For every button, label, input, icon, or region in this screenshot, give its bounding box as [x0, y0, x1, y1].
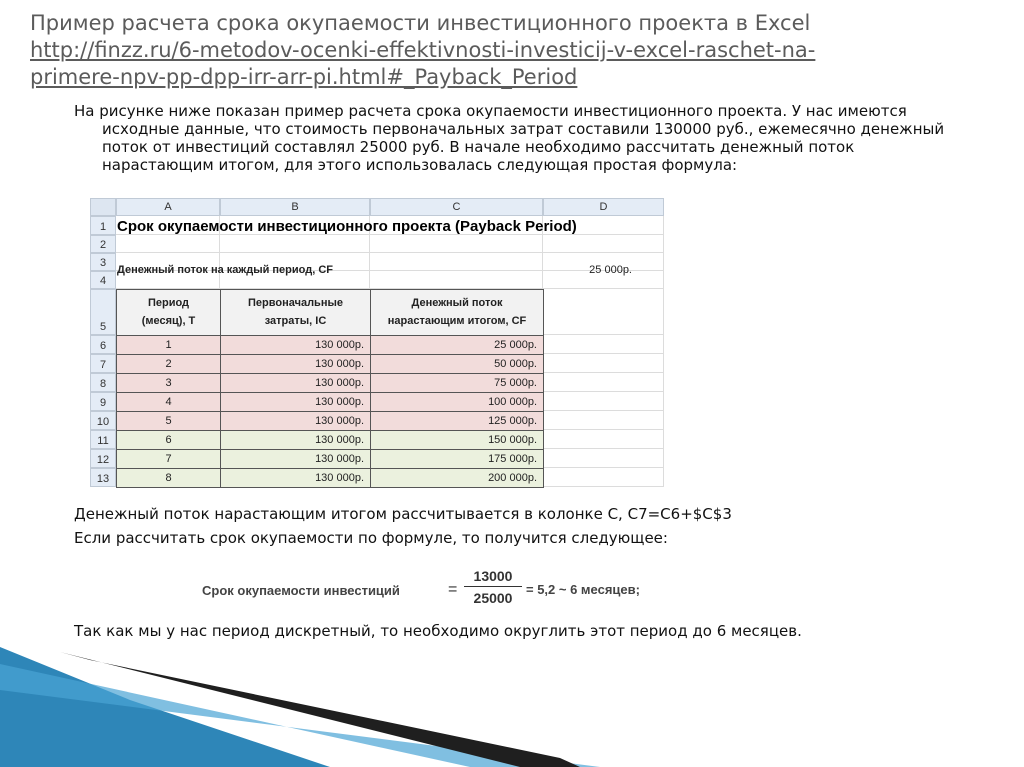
column-header-c[interactable]: C: [370, 198, 543, 216]
cell-initial-costs[interactable]: 130 000р.: [220, 373, 371, 393]
cf-label: Денежный поток на каждый период, CF: [117, 264, 333, 276]
header-period: [116, 289, 221, 336]
grid-cell[interactable]: [543, 235, 664, 253]
header-initial-costs-line-1: Первоначальные: [248, 297, 343, 309]
grid-cell[interactable]: [543, 430, 664, 449]
cell-cumulative-cf[interactable]: 200 000р.: [370, 468, 544, 488]
intro-text: На рисунке ниже показан пример расчета срока окупаемости инвестиционного проекта. У нас имеются исходные данные, что стоимость первоначальных затрат составили 130000 руб., ежемесячно денежный поток от инвестиций составлял 25000 руб. В начале необходимо рассчитать денежный поток нарастающим итогом, для этого использовалась следующая простая формула:: [74, 102, 945, 174]
cell-initial-costs[interactable]: 130 000р.: [220, 468, 371, 488]
column-header-d[interactable]: D: [543, 198, 664, 216]
header-cumulative-cf: [370, 289, 544, 336]
swoosh-dark-band: [60, 652, 580, 767]
formula-fraction: [464, 566, 522, 609]
row-header-4[interactable]: 4: [90, 271, 116, 289]
cumulative-formula-text: Денежный поток нарастающим итогом рассчитывается в колонке С, С7=С6+$C$3: [74, 505, 732, 523]
cell-cumulative-cf[interactable]: 50 000р.: [370, 354, 544, 374]
column-header-a[interactable]: A: [116, 198, 220, 216]
grid-cell[interactable]: [543, 392, 664, 411]
header-cumulative-cf-line-1: Денежный поток: [411, 297, 503, 309]
title-text: Пример расчета срока окупаемости инвестиционного проекта в Excel: [30, 11, 811, 35]
formula-denominator: 25000: [473, 590, 513, 606]
formula-label: Срок окупаемости инвестиций: [202, 583, 400, 598]
cell-period[interactable]: 6: [116, 430, 221, 450]
sheet-corner: [90, 198, 116, 216]
row-header-6[interactable]: 6: [90, 335, 116, 354]
row-header-11[interactable]: 11: [90, 430, 116, 449]
cell-period[interactable]: 1: [116, 335, 221, 355]
cell-period[interactable]: 5: [116, 411, 221, 431]
calculation-intro-text: Если рассчитать срок окупаемости по формуле, то получится следующее:: [74, 529, 668, 547]
row-header-1[interactable]: 1: [90, 216, 116, 235]
row-header-12[interactable]: 12: [90, 449, 116, 468]
source-link-line-2[interactable]: primere-npv-pp-dpp-irr-arr-pi.html#_Payback_Period: [30, 65, 578, 89]
formula-equals: =: [448, 581, 458, 598]
header-cumulative-cf-line-2: нарастающим итогом, CF: [387, 315, 527, 327]
sheet-title: Срок окупаемости инвестиционного проекта (Payback Period): [117, 218, 577, 235]
header-period-line-2: (месяц), T: [141, 315, 196, 327]
cell-initial-costs[interactable]: 130 000р.: [220, 392, 371, 412]
grid-cell[interactable]: [370, 235, 543, 253]
row-header-10[interactable]: 10: [90, 411, 116, 430]
row-header-13[interactable]: 13: [90, 468, 116, 487]
grid-cell[interactable]: [543, 449, 664, 468]
row-header-2[interactable]: 2: [90, 235, 116, 253]
swoosh-light-band: [0, 664, 600, 767]
grid-cell[interactable]: [543, 289, 664, 335]
cell-period[interactable]: 7: [116, 449, 221, 469]
cell-cumulative-cf[interactable]: 75 000р.: [370, 373, 544, 393]
cell-cumulative-cf[interactable]: 25 000р.: [370, 335, 544, 355]
grid-cell[interactable]: [543, 335, 664, 354]
header-initial-costs: [220, 289, 371, 336]
grid-cell[interactable]: [543, 468, 664, 487]
formula-result: = 5,2 ~ 6 месяцев;: [526, 582, 640, 597]
intro-paragraph: [74, 102, 964, 174]
cell-period[interactable]: 4: [116, 392, 221, 412]
grid-cell[interactable]: [543, 411, 664, 430]
cell-period[interactable]: 8: [116, 468, 221, 488]
row-header-7[interactable]: 7: [90, 354, 116, 373]
cell-cumulative-cf[interactable]: 175 000р.: [370, 449, 544, 469]
row-header-3[interactable]: 3: [90, 253, 116, 271]
conclusion-text: Так как мы у нас период дискретный, то необходимо округлить этот период до 6 месяцев.: [74, 622, 802, 640]
grid-cell[interactable]: [543, 373, 664, 392]
grid-cell[interactable]: [543, 354, 664, 373]
cell-initial-costs[interactable]: 130 000р.: [220, 354, 371, 374]
row-header-8[interactable]: 8: [90, 373, 116, 392]
cell-cumulative-cf[interactable]: 100 000р.: [370, 392, 544, 412]
slide-title: [30, 10, 1010, 91]
grid-cell[interactable]: [220, 235, 370, 253]
source-link-line-1[interactable]: http://finzz.ru/6-metodov-ocenki-effektivnosti-investicij-v-excel-raschet-na-: [30, 38, 816, 62]
header-initial-costs-line-2: затраты, IC: [264, 315, 327, 327]
cell-period[interactable]: 3: [116, 373, 221, 393]
cell-initial-costs[interactable]: 130 000р.: [220, 335, 371, 355]
grid-cell[interactable]: [116, 235, 220, 253]
swoosh-blue-band: [0, 647, 330, 767]
row-header-9[interactable]: 9: [90, 392, 116, 411]
spreadsheet-screenshot: [90, 198, 664, 494]
column-header-b[interactable]: B: [220, 198, 370, 216]
cell-initial-costs[interactable]: 130 000р.: [220, 411, 371, 431]
header-period-line-1: Период: [147, 297, 190, 309]
cell-cumulative-cf[interactable]: 150 000р.: [370, 430, 544, 450]
row-header-5[interactable]: 5: [90, 289, 116, 335]
cell-period[interactable]: 2: [116, 354, 221, 374]
cell-initial-costs[interactable]: 130 000р.: [220, 430, 371, 450]
cell-cumulative-cf[interactable]: 125 000р.: [370, 411, 544, 431]
cf-value: 25 000р.: [589, 264, 632, 276]
cell-initial-costs[interactable]: 130 000р.: [220, 449, 371, 469]
formula-numerator: 13000: [464, 566, 522, 587]
